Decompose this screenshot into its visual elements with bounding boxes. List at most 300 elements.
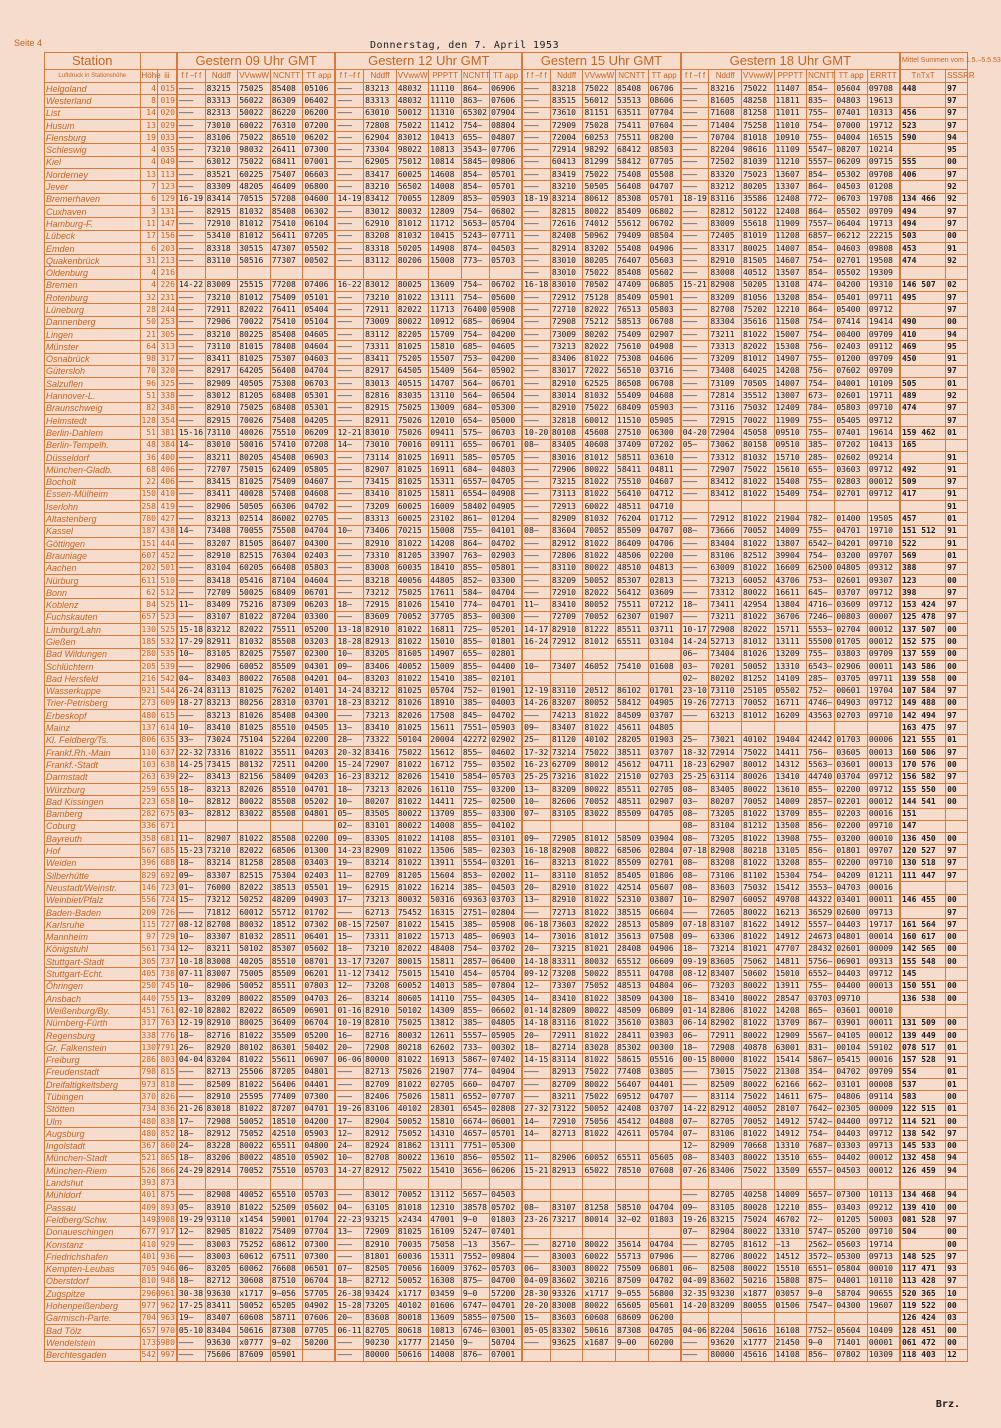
obs-09-group: 75052 bbox=[238, 1128, 271, 1140]
obs-12-group: 9—0 bbox=[461, 1288, 489, 1300]
summen-value bbox=[946, 1177, 968, 1189]
obs-18-group: 10413 bbox=[867, 439, 900, 451]
obs-09-group: 82906 bbox=[205, 501, 238, 513]
station-index: 737 bbox=[157, 956, 177, 968]
obs-15-group: 60200 bbox=[648, 1337, 681, 1349]
obs-09-group: 03203 bbox=[303, 636, 336, 648]
obs-12-group: 06703 bbox=[490, 427, 523, 439]
summen-value bbox=[946, 820, 968, 832]
obs-09-group: 04301 bbox=[303, 660, 336, 672]
wind-15-ff: 28-30 bbox=[522, 1288, 550, 1300]
obs-15-group: 82906 bbox=[550, 1152, 583, 1164]
table-row bbox=[45, 439, 968, 451]
obs-18-group: 03403 bbox=[835, 1202, 868, 1214]
obs-09-group: 04603 bbox=[303, 353, 336, 365]
summen-value: 97 bbox=[946, 292, 968, 304]
obs-09-group: 60052 bbox=[238, 660, 271, 672]
mittel-temp: 490 bbox=[900, 316, 946, 328]
obs-18-group: 19414 bbox=[867, 316, 900, 328]
obs-09-group: 04205 bbox=[303, 415, 336, 427]
obs-15-group bbox=[648, 1226, 681, 1238]
obs-15-group: 56510 bbox=[616, 365, 649, 377]
obs-18-group: 00013 bbox=[867, 747, 900, 759]
summen-value bbox=[946, 882, 968, 894]
table-row bbox=[45, 1128, 968, 1140]
mittel-temp: 509 bbox=[900, 476, 946, 488]
obs-18-group: 43706 bbox=[774, 574, 807, 586]
obs-15-group: 55408 bbox=[616, 242, 649, 254]
station-index: 020 bbox=[157, 107, 177, 119]
obs-12-group: 04704 bbox=[490, 587, 523, 599]
obs-12-group: 40102 bbox=[396, 1103, 429, 1115]
obs-12-group: 73205 bbox=[364, 1300, 397, 1312]
obs-15-group: 73216 bbox=[550, 771, 583, 783]
obs-18-group: 81019 bbox=[741, 230, 774, 242]
obs-09-group: 06603 bbox=[303, 169, 336, 181]
station-name: Mainz bbox=[45, 722, 141, 734]
obs-09-group: 62409 bbox=[270, 464, 303, 476]
station-index: 542 bbox=[157, 673, 177, 685]
summen-value: 00 bbox=[946, 1115, 968, 1127]
wind-09-ff: ——— bbox=[177, 95, 205, 107]
station-name: München-Stadt bbox=[45, 1152, 141, 1164]
wind-18-ff: ——— bbox=[681, 1079, 709, 1091]
obs-12-group: 83417 bbox=[364, 169, 397, 181]
obs-09-group: 75308 bbox=[270, 378, 303, 390]
obs-18-group: 11909 bbox=[774, 218, 807, 230]
obs-15-group bbox=[648, 1349, 681, 1361]
obs-18-group: 50602 bbox=[741, 968, 774, 980]
obs-15-group: 80108 bbox=[550, 427, 583, 439]
obs-09-group: 83411 bbox=[205, 488, 238, 500]
obs-15-group: 82709 bbox=[550, 1079, 583, 1091]
summen-value: 00 bbox=[946, 759, 968, 771]
obs-09-group: 48209 bbox=[270, 894, 303, 906]
mittel-temp bbox=[900, 365, 946, 377]
table-row bbox=[45, 304, 968, 316]
obs-09-group: 50616 bbox=[238, 1324, 271, 1336]
obs-18-group: 755— bbox=[807, 525, 835, 537]
obs-12-group: 81025 bbox=[396, 685, 429, 697]
station-index: 685 bbox=[157, 845, 177, 857]
obs-15-group: 03716 bbox=[648, 365, 681, 377]
table-row bbox=[45, 1214, 968, 1226]
obs-18-group: 83215 bbox=[709, 1214, 742, 1226]
station-name: Donaueschingen bbox=[45, 1226, 141, 1238]
obs-09-group: 55611 bbox=[270, 1054, 303, 1066]
obs-15-group: 58511 bbox=[616, 451, 649, 463]
wind-09-ff: ——— bbox=[177, 488, 205, 500]
summen-value: 97 bbox=[946, 771, 968, 783]
station-name: List bbox=[45, 107, 141, 119]
obs-09-group: 83018 bbox=[205, 1103, 238, 1115]
obs-09-group: 85307 bbox=[270, 943, 303, 955]
obs-09-group bbox=[238, 267, 271, 279]
obs-12-group: 13812 bbox=[429, 1017, 462, 1029]
obs-15-group: 83016 bbox=[550, 451, 583, 463]
obs-15-group: 75410 bbox=[616, 660, 649, 672]
mittel-temp bbox=[900, 882, 946, 894]
wind-18-ff: ——— bbox=[681, 537, 709, 549]
wind-09-ff: 01— bbox=[177, 882, 205, 894]
wind-09-ff: 18— bbox=[177, 783, 205, 795]
obs-18-group: 19710 bbox=[867, 525, 900, 537]
obs-18-group: 72908 bbox=[709, 1042, 742, 1054]
obs-09-group: 57408 bbox=[270, 488, 303, 500]
station-height: 286 bbox=[140, 1054, 157, 1066]
obs-12-group: 04705 bbox=[490, 476, 523, 488]
obs-12-group: 81022 bbox=[396, 292, 429, 304]
obs-18-group bbox=[835, 501, 868, 513]
obs-18-group: 16213 bbox=[774, 906, 807, 918]
obs-18-group: 854— bbox=[807, 83, 835, 95]
obs-18-group: 755— bbox=[807, 980, 835, 992]
obs-12-group: 21907 bbox=[429, 1066, 462, 1078]
obs-18-group: 44740 bbox=[807, 771, 835, 783]
wind-09-ff: 12-19 bbox=[177, 1017, 205, 1029]
obs-12-group: 81022 bbox=[396, 1054, 429, 1066]
mittel-temp: 457 bbox=[900, 513, 946, 525]
obs-12-group: 80022 bbox=[396, 1152, 429, 1164]
station-name: Essen-Mülheim bbox=[45, 488, 141, 500]
obs-15-group: 05704 bbox=[648, 1128, 681, 1140]
summen-value: 97 bbox=[946, 722, 968, 734]
obs-18-group: 09709 bbox=[867, 328, 900, 340]
wind-18-ff: ——— bbox=[681, 378, 709, 390]
obs-09-group: 01300 bbox=[303, 845, 336, 857]
obs-18-group: 83404 bbox=[709, 537, 742, 549]
summen-value: 00 bbox=[946, 230, 968, 242]
obs-15-group: 80022 bbox=[583, 1005, 616, 1017]
obs-18-group: 73404 bbox=[709, 648, 742, 660]
obs-18-group: 83320 bbox=[709, 169, 742, 181]
obs-09-group: 87308 bbox=[270, 1324, 303, 1336]
obs-18-group: 24673 bbox=[807, 931, 835, 943]
table-row bbox=[45, 83, 968, 95]
obs-15-group: 48511 bbox=[616, 501, 649, 513]
obs-15-group: 75308 bbox=[616, 353, 649, 365]
obs-18-group: 82508 bbox=[709, 1263, 742, 1275]
obs-18-group: 83412 bbox=[709, 488, 742, 500]
obs-12-group: 73207 bbox=[364, 956, 397, 968]
ff-header: f f –f f bbox=[681, 70, 709, 83]
obs-18-group: 673— bbox=[807, 390, 835, 402]
obs-18-group: 43563 bbox=[807, 710, 835, 722]
obs-18-group bbox=[741, 722, 774, 734]
summen-value: 97 bbox=[946, 304, 968, 316]
tapp-header: TT app bbox=[835, 70, 868, 83]
mittel-temp: 123 bbox=[900, 574, 946, 586]
obs-12-group: 05704 bbox=[429, 685, 462, 697]
wind-12-ff: 14— bbox=[335, 439, 363, 451]
obs-18-group: 2562— bbox=[807, 1238, 835, 1250]
wind-18-ff: ——— bbox=[681, 390, 709, 402]
obs-18-group: 09713 bbox=[867, 906, 900, 918]
obs-09-group: 71812 bbox=[205, 906, 238, 918]
obs-18-group: 81022 bbox=[741, 808, 774, 820]
obs-18-group bbox=[807, 1177, 835, 1189]
station-height: 31 bbox=[140, 255, 157, 267]
tapp-header: TT app bbox=[490, 70, 523, 83]
obs-12-group: 14008 bbox=[429, 181, 462, 193]
mittel-temp: 139 449 bbox=[900, 1029, 946, 1041]
obs-09-group: 60205 bbox=[238, 562, 271, 574]
obs-15-group: 75022 bbox=[583, 402, 616, 414]
station-index: 452 bbox=[157, 550, 177, 562]
station-name: Bayreuth bbox=[45, 833, 141, 845]
wind-12-ff: ——— bbox=[335, 1189, 363, 1201]
obs-09-group: 05200 bbox=[303, 624, 336, 636]
obs-09-group: 75307 bbox=[270, 353, 303, 365]
station-height: 216 bbox=[140, 673, 157, 685]
table-row bbox=[45, 1324, 968, 1336]
obs-09-group: 35509 bbox=[270, 1029, 303, 1041]
wind-18-ff: 06— bbox=[681, 980, 709, 992]
wind-12-ff: 09— bbox=[335, 833, 363, 845]
mittel-temp: 148 525 bbox=[900, 1251, 946, 1263]
mittel-temp: 155 550 bbox=[900, 783, 946, 795]
obs-09-group: 83414 bbox=[205, 193, 238, 205]
obs-12-group: 03459 bbox=[429, 1288, 462, 1300]
obs-12-group: 80018 bbox=[396, 1312, 429, 1324]
obs-15-group: 84509 bbox=[616, 710, 649, 722]
obs-12-group: 07711 bbox=[490, 230, 523, 242]
obs-12-group: 73412 bbox=[364, 968, 397, 980]
obs-12-group bbox=[461, 267, 489, 279]
obs-18-group: 81022 bbox=[741, 833, 774, 845]
obs-15-group: 85511 bbox=[616, 783, 649, 795]
obs-15-group: 01701 bbox=[648, 685, 681, 697]
obs-15-group: 05602 bbox=[648, 267, 681, 279]
obs-09-group: 81258 bbox=[238, 857, 271, 869]
obs-15-group: 82908 bbox=[550, 845, 583, 857]
summen-value: 00 bbox=[946, 894, 968, 906]
obs-18-group bbox=[741, 1312, 774, 1324]
obs-15-group: 83116 bbox=[550, 1017, 583, 1029]
obs-18-group: 07602 bbox=[835, 365, 868, 377]
mittel-temp: 469 bbox=[900, 341, 946, 353]
table-row bbox=[45, 181, 968, 193]
wind-15-ff: ——— bbox=[522, 341, 550, 353]
obs-12-group: 63105 bbox=[364, 1202, 397, 1214]
obs-18-group: 72907 bbox=[709, 464, 742, 476]
obs-12-group: 575— bbox=[461, 427, 489, 439]
obs-12-group: 50704 bbox=[490, 1337, 523, 1349]
obs-18-group: 93230 bbox=[709, 1288, 742, 1300]
mittel-temp bbox=[900, 1238, 946, 1250]
obs-12-group: 14907 bbox=[429, 648, 462, 660]
obs-18-group: 15414 bbox=[774, 1054, 807, 1066]
obs-15-group: 58615 bbox=[616, 1054, 649, 1066]
wind-12-ff: 20— bbox=[335, 1042, 363, 1054]
obs-18-group: 09114 bbox=[867, 1091, 900, 1103]
obs-12-group: 385— bbox=[461, 697, 489, 709]
obs-18-group: 00007 bbox=[867, 611, 900, 623]
obs-12-group: 75052 bbox=[396, 1128, 429, 1140]
station-index: 535 bbox=[157, 648, 177, 660]
obs-09-group: 83104 bbox=[205, 562, 238, 574]
obs-18-group: 855— bbox=[807, 783, 835, 795]
obs-15-group: 72911 bbox=[550, 1029, 583, 1041]
wind-15-ff: ——— bbox=[522, 365, 550, 377]
wind-09-ff: 13— bbox=[177, 992, 205, 1004]
obs-18-group: 73062 bbox=[709, 439, 742, 451]
station-index: 826 bbox=[157, 1091, 177, 1103]
obs-09-group: 07200 bbox=[303, 119, 336, 131]
station-index: 213 bbox=[157, 255, 177, 267]
station-name: Altastenberg bbox=[45, 513, 141, 525]
wind-18-ff: ——— bbox=[681, 1349, 709, 1361]
obs-15-group: 85409 bbox=[616, 205, 649, 217]
wind-09-ff: 12— bbox=[177, 1226, 205, 1238]
obs-15-group: 70052 bbox=[583, 796, 616, 808]
obs-12-group: 16712 bbox=[429, 759, 462, 771]
mittel-temp: 155 548 bbox=[900, 956, 946, 968]
table-row bbox=[45, 169, 968, 181]
obs-18-group: 754— bbox=[807, 316, 835, 328]
station-index: 755 bbox=[157, 992, 177, 1004]
obs-18-group: 81505 bbox=[741, 255, 774, 267]
obs-18-group: 00013 bbox=[867, 980, 900, 992]
obs-12-group bbox=[364, 267, 397, 279]
wind-18-ff: ——— bbox=[681, 107, 709, 119]
mittel-temp: 061 472 bbox=[900, 1337, 946, 1349]
obs-09-group: 80022 bbox=[238, 1152, 271, 1164]
obs-12-group: 73213 bbox=[364, 894, 397, 906]
wind-18-ff: ——— bbox=[681, 328, 709, 340]
obs-18-group: 855— bbox=[807, 857, 835, 869]
wind-12-ff: 11— bbox=[335, 870, 363, 882]
obs-18-group: 09709 bbox=[867, 1066, 900, 1078]
wind-15-ff: 16-24 bbox=[522, 636, 550, 648]
obs-12-group: 754— bbox=[461, 119, 489, 131]
obs-15-group: 52310 bbox=[616, 894, 649, 906]
obs-15-group: 85511 bbox=[616, 624, 649, 636]
wind-18-ff: ——— bbox=[681, 316, 709, 328]
wind-18-ff: 06— bbox=[681, 648, 709, 660]
wind-18-ff: ——— bbox=[681, 205, 709, 217]
table-row bbox=[45, 992, 968, 1004]
obs-18-group: 675— bbox=[807, 1091, 835, 1103]
wind-12-ff: ——— bbox=[335, 464, 363, 476]
wind-18-ff: 06— bbox=[681, 1263, 709, 1275]
station-index: 400 bbox=[157, 451, 177, 463]
obs-15-group: 07604 bbox=[648, 119, 681, 131]
obs-09-group: 42510 bbox=[270, 1128, 303, 1140]
obs-18-group: 05502 bbox=[835, 267, 868, 279]
obs-15-group: 83010 bbox=[550, 279, 583, 291]
obs-09-group: 04203 bbox=[303, 747, 336, 759]
obs-12-group: 00300 bbox=[490, 611, 523, 623]
obs-18-group: 70052 bbox=[741, 697, 774, 709]
obs-12-group: 5855— bbox=[461, 1312, 489, 1324]
obs-15-group: 58412 bbox=[616, 697, 649, 709]
obs-12-group: 80025 bbox=[396, 279, 429, 291]
station-height: 705 bbox=[140, 1263, 157, 1275]
wind-12-ff: ——— bbox=[335, 710, 363, 722]
wind-09-ff: 18— bbox=[177, 1029, 205, 1041]
obs-09-group: 83010 bbox=[205, 439, 238, 451]
station-height: 7 bbox=[140, 181, 157, 193]
summen-value: 97 bbox=[946, 845, 968, 857]
wind-15-ff: 14-26 bbox=[522, 697, 550, 709]
wind-15-ff: ——— bbox=[522, 119, 550, 131]
obs-18-group: 81021 bbox=[741, 943, 774, 955]
station-index: 865 bbox=[157, 1152, 177, 1164]
station-height: 151 bbox=[140, 537, 157, 549]
vvww-header: VVwwW bbox=[238, 70, 271, 83]
mittel-temp: 149 488 bbox=[900, 697, 946, 709]
obs-09-group: 82906 bbox=[205, 980, 238, 992]
station-name: Bad Kissingen bbox=[45, 796, 141, 808]
obs-09-group: 05202 bbox=[303, 796, 336, 808]
obs-12-group: 485— bbox=[461, 931, 489, 943]
obs-18-group: 754— bbox=[807, 119, 835, 131]
obs-15-group: 81012 bbox=[583, 451, 616, 463]
obs-12-group: 09411 bbox=[429, 427, 462, 439]
table-row bbox=[45, 980, 968, 992]
table-row bbox=[45, 747, 968, 759]
obs-12-group: 80032 bbox=[396, 894, 429, 906]
obs-09-group: 83413 bbox=[205, 771, 238, 783]
obs-12-group: 83012 bbox=[364, 279, 397, 291]
obs-12-group: 725— bbox=[461, 624, 489, 636]
wind-18-ff: ——— bbox=[681, 611, 709, 623]
obs-12-group: 57200 bbox=[490, 1288, 523, 1300]
obs-09-group: 73415 bbox=[205, 759, 238, 771]
obs-12-group: 83406 bbox=[364, 660, 397, 672]
obs-15-group: 73610 bbox=[550, 107, 583, 119]
wind-15-ff: ——— bbox=[522, 107, 550, 119]
obs-09-group: 76310 bbox=[270, 119, 303, 131]
mittel-temp: 121 555 bbox=[900, 734, 946, 746]
obs-18-group: 02200 bbox=[835, 857, 868, 869]
obs-18-group: 80022 bbox=[741, 587, 774, 599]
obs-15-group bbox=[616, 1226, 649, 1238]
obs-18-group bbox=[709, 1177, 742, 1189]
obs-15-group bbox=[550, 1140, 583, 1152]
wind-15-ff: 17-32 bbox=[522, 747, 550, 759]
obs-12-group: 05703 bbox=[490, 771, 523, 783]
obs-09-group: 81022 bbox=[238, 1054, 271, 1066]
obs-12-group: 15713 bbox=[429, 931, 462, 943]
obs-12-group: 81022 bbox=[396, 537, 429, 549]
wind-12-ff: 26-38 bbox=[335, 1288, 363, 1300]
obs-12-group: 855— bbox=[461, 833, 489, 845]
obs-12-group: 81022 bbox=[396, 845, 429, 857]
obs-15-group: 06706 bbox=[648, 83, 681, 95]
obs-09-group: 04203 bbox=[303, 771, 336, 783]
obs-12-group: 16009 bbox=[429, 501, 462, 513]
obs-18-group: 75032 bbox=[741, 882, 774, 894]
obs-12-group: 564— bbox=[461, 390, 489, 402]
ff-header: f f –f f bbox=[335, 70, 363, 83]
obs-18-group: 04806 bbox=[835, 1091, 868, 1103]
obs-12-group: 05704 bbox=[490, 218, 523, 230]
obs-18-group: 14512 bbox=[774, 1251, 807, 1263]
obs-18-group: 00016 bbox=[867, 882, 900, 894]
wind-18-ff: 07— bbox=[681, 1115, 709, 1127]
obs-09-group: 70022 bbox=[238, 316, 271, 328]
obs-18-group: 80205 bbox=[741, 181, 774, 193]
obs-18-group: 854— bbox=[807, 267, 835, 279]
obs-18-group: 15308 bbox=[774, 341, 807, 353]
wind-12-ff: ——— bbox=[335, 451, 363, 463]
obs-15-group: 02701 bbox=[648, 857, 681, 869]
obs-09-group: 06701 bbox=[303, 587, 336, 599]
obs-12-group: 14013 bbox=[429, 980, 462, 992]
iii-sub-header: iii bbox=[157, 70, 177, 83]
